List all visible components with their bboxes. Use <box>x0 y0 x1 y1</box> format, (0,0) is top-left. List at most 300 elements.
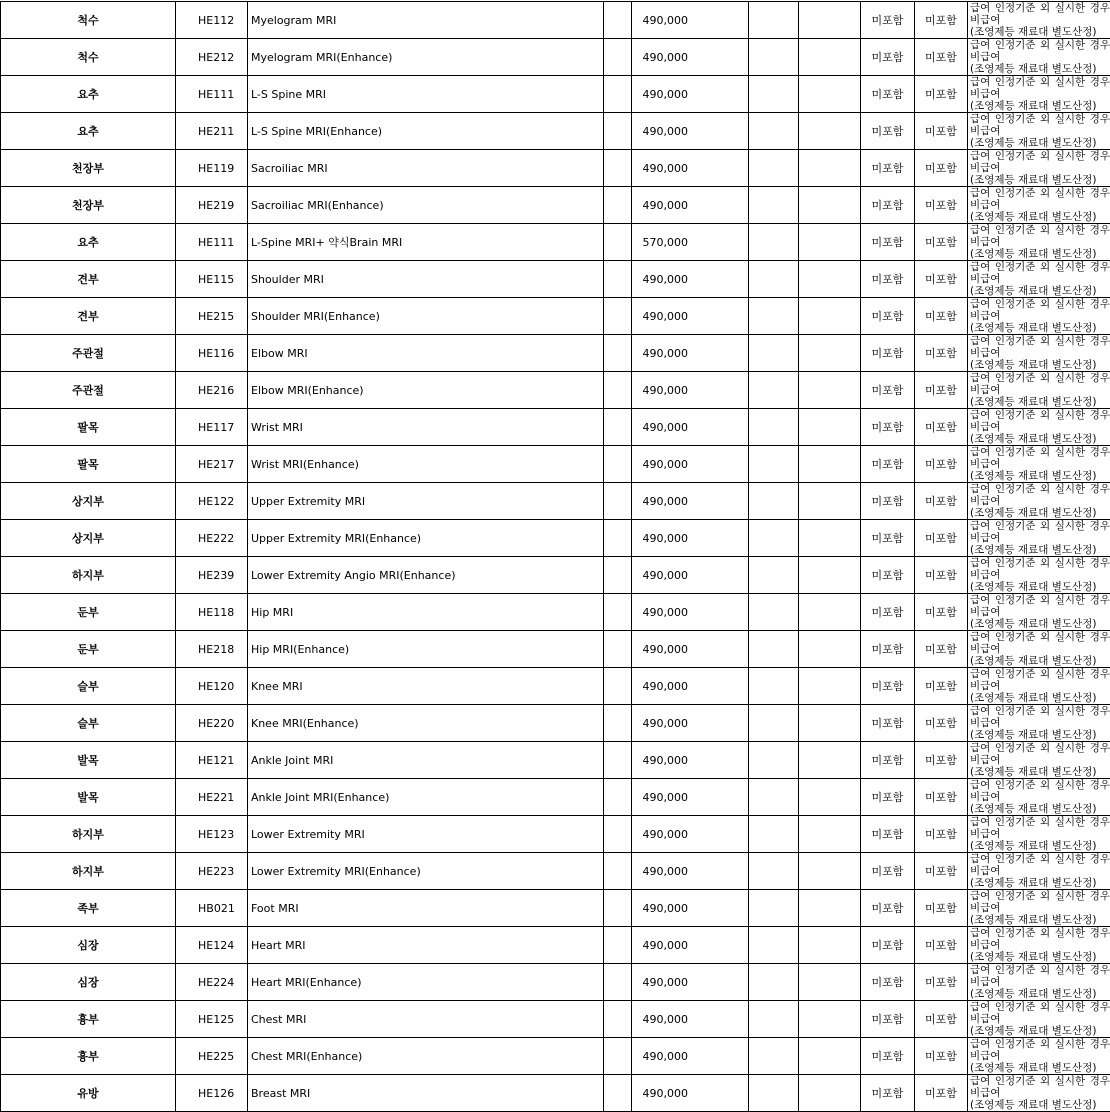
note-line2: (조영제등 재료대 별도산정) <box>970 692 1110 704</box>
empty-cell <box>604 1001 632 1038</box>
empty-cell <box>749 705 799 742</box>
note-line1: 급여 인정기준 외 실시한 경우 비급여 <box>970 594 1110 618</box>
note-cell <box>968 1038 1110 1075</box>
note-line1: 급여 인정기준 외 실시한 경우 비급여 <box>970 1075 1110 1099</box>
code-cell: HE124 <box>176 927 248 964</box>
note-cell <box>968 705 1110 742</box>
note-cell <box>968 39 1110 76</box>
flag-cell: 미포함 <box>861 298 915 335</box>
empty-cell <box>604 372 632 409</box>
exam-name-cell: L-S Spine MRI(Enhance) <box>248 113 604 150</box>
note-line1: 급여 인정기준 외 실시한 경우 비급여 <box>970 372 1110 396</box>
flag-cell: 미포함 <box>861 113 915 150</box>
empty-cell <box>749 261 799 298</box>
price-cell: 490,000 <box>632 261 749 298</box>
region-cell: 견부 <box>1 261 176 298</box>
note-line1: 급여 인정기준 외 실시한 경우 비급여 <box>970 446 1110 470</box>
region-cell: 주관절 <box>1 372 176 409</box>
empty-cell <box>799 39 861 76</box>
empty-cell <box>604 261 632 298</box>
table-row <box>1 742 1110 779</box>
note-cell <box>968 742 1110 779</box>
note-line1: 급여 인정기준 외 실시한 경우 비급여 <box>970 113 1110 137</box>
note-line1: 급여 인정기준 외 실시한 경우 비급여 <box>970 890 1110 914</box>
price-cell: 490,000 <box>632 113 749 150</box>
exam-name-cell: Hip MRI <box>248 594 604 631</box>
empty-cell <box>604 668 632 705</box>
price-cell: 490,000 <box>632 150 749 187</box>
table-row <box>1 372 1110 409</box>
note-line2: (조영제등 재료대 별도산정) <box>970 470 1110 482</box>
empty-cell <box>799 520 861 557</box>
note-line2: (조영제등 재료대 별도산정) <box>970 100 1110 112</box>
empty-cell <box>799 483 861 520</box>
code-cell: HE112 <box>176 2 248 39</box>
note-line1: 급여 인정기준 외 실시한 경우 비급여 <box>970 853 1110 877</box>
flag-cell: 미포함 <box>915 742 968 779</box>
empty-cell <box>799 187 861 224</box>
table-row <box>1 446 1110 483</box>
region-cell: 상지부 <box>1 520 176 557</box>
note-line2: (조영제등 재료대 별도산정) <box>970 618 1110 630</box>
empty-cell <box>604 742 632 779</box>
flag-cell: 미포함 <box>915 1075 968 1112</box>
fee-table-body <box>1 2 1110 1112</box>
table-row <box>1 224 1110 261</box>
code-cell: HE211 <box>176 113 248 150</box>
empty-cell <box>749 927 799 964</box>
flag-cell: 미포함 <box>861 224 915 261</box>
table-row <box>1 779 1110 816</box>
empty-cell <box>604 631 632 668</box>
empty-cell <box>604 1038 632 1075</box>
exam-name-cell: Upper Extremity MRI(Enhance) <box>248 520 604 557</box>
code-cell: HE216 <box>176 372 248 409</box>
table-row <box>1 483 1110 520</box>
region-cell: 요추 <box>1 224 176 261</box>
flag-cell: 미포함 <box>915 853 968 890</box>
note-line2: (조영제등 재료대 별도산정) <box>970 1025 1110 1037</box>
flag-cell: 미포함 <box>861 409 915 446</box>
region-cell: 둔부 <box>1 631 176 668</box>
note-line1: 급여 인정기준 외 실시한 경우 비급여 <box>970 150 1110 174</box>
price-cell: 490,000 <box>632 1001 749 1038</box>
flag-cell: 미포함 <box>915 150 968 187</box>
note-line1: 급여 인정기준 외 실시한 경우 비급여 <box>970 631 1110 655</box>
code-cell: HE125 <box>176 1001 248 1038</box>
price-cell: 490,000 <box>632 187 749 224</box>
exam-name-cell: Upper Extremity MRI <box>248 483 604 520</box>
price-cell: 490,000 <box>632 742 749 779</box>
flag-cell: 미포함 <box>861 779 915 816</box>
price-cell: 490,000 <box>632 372 749 409</box>
note-cell <box>968 816 1110 853</box>
region-cell: 팔목 <box>1 409 176 446</box>
note-line2: (조영제등 재료대 별도산정) <box>970 914 1110 926</box>
table-row <box>1 261 1110 298</box>
empty-cell <box>604 853 632 890</box>
price-cell: 490,000 <box>632 964 749 1001</box>
note-line2: (조영제등 재료대 별도산정) <box>970 396 1110 408</box>
note-cell <box>968 335 1110 372</box>
note-line2: (조영제등 재료대 별도산정) <box>970 248 1110 260</box>
empty-cell <box>604 113 632 150</box>
table-row <box>1 1001 1110 1038</box>
note-line1: 급여 인정기준 외 실시한 경우 비급여 <box>970 2 1110 26</box>
note-cell <box>968 557 1110 594</box>
flag-cell: 미포함 <box>861 594 915 631</box>
code-cell: HE212 <box>176 39 248 76</box>
note-line2: (조영제등 재료대 별도산정) <box>970 174 1110 186</box>
region-cell: 하지부 <box>1 557 176 594</box>
flag-cell: 미포함 <box>861 446 915 483</box>
note-line2: (조영제등 재료대 별도산정) <box>970 507 1110 519</box>
region-cell: 천장부 <box>1 150 176 187</box>
empty-cell <box>749 853 799 890</box>
note-line2: (조영제등 재료대 별도산정) <box>970 581 1110 593</box>
table-row <box>1 409 1110 446</box>
code-cell: HE122 <box>176 483 248 520</box>
note-cell <box>968 187 1110 224</box>
region-cell: 상지부 <box>1 483 176 520</box>
empty-cell <box>799 594 861 631</box>
note-line1: 급여 인정기준 외 실시한 경우 비급여 <box>970 298 1110 322</box>
flag-cell: 미포함 <box>861 631 915 668</box>
note-cell <box>968 372 1110 409</box>
note-line1: 급여 인정기준 외 실시한 경우 비급여 <box>970 779 1110 803</box>
fee-table <box>0 1 1110 1112</box>
exam-name-cell: Heart MRI(Enhance) <box>248 964 604 1001</box>
code-cell: HE218 <box>176 631 248 668</box>
table-row <box>1 853 1110 890</box>
empty-cell <box>749 224 799 261</box>
region-cell: 유방 <box>1 1075 176 1112</box>
price-cell: 490,000 <box>632 557 749 594</box>
empty-cell <box>799 668 861 705</box>
flag-cell: 미포함 <box>915 557 968 594</box>
price-cell: 490,000 <box>632 816 749 853</box>
empty-cell <box>749 113 799 150</box>
flag-cell: 미포함 <box>861 964 915 1001</box>
empty-cell <box>604 779 632 816</box>
flag-cell: 미포함 <box>861 927 915 964</box>
note-line2: (조영제등 재료대 별도산정) <box>970 544 1110 556</box>
note-cell <box>968 409 1110 446</box>
note-cell <box>968 594 1110 631</box>
price-cell: 490,000 <box>632 409 749 446</box>
empty-cell <box>604 150 632 187</box>
exam-name-cell: Wrist MRI <box>248 409 604 446</box>
price-cell: 490,000 <box>632 298 749 335</box>
exam-name-cell: Sacroiliac MRI(Enhance) <box>248 187 604 224</box>
region-cell: 심장 <box>1 927 176 964</box>
code-cell: HE215 <box>176 298 248 335</box>
empty-cell <box>799 409 861 446</box>
empty-cell <box>799 705 861 742</box>
table-row <box>1 113 1110 150</box>
flag-cell: 미포함 <box>861 76 915 113</box>
region-cell: 발목 <box>1 779 176 816</box>
region-cell: 하지부 <box>1 816 176 853</box>
price-cell: 490,000 <box>632 594 749 631</box>
flag-cell: 미포함 <box>915 594 968 631</box>
price-cell: 490,000 <box>632 890 749 927</box>
code-cell: HE111 <box>176 224 248 261</box>
flag-cell: 미포함 <box>915 705 968 742</box>
price-cell: 490,000 <box>632 39 749 76</box>
flag-cell: 미포함 <box>915 779 968 816</box>
flag-cell: 미포함 <box>861 39 915 76</box>
empty-cell <box>799 76 861 113</box>
note-cell <box>968 853 1110 890</box>
note-line2: (조영제등 재료대 별도산정) <box>970 1099 1110 1111</box>
table-row <box>1 76 1110 113</box>
region-cell: 흉부 <box>1 1038 176 1075</box>
code-cell: HE220 <box>176 705 248 742</box>
empty-cell <box>799 557 861 594</box>
flag-cell: 미포함 <box>861 742 915 779</box>
empty-cell <box>799 446 861 483</box>
note-line2: (조영제등 재료대 별도산정) <box>970 729 1110 741</box>
flag-cell: 미포함 <box>915 964 968 1001</box>
empty-cell <box>604 927 632 964</box>
exam-name-cell: Shoulder MRI <box>248 261 604 298</box>
empty-cell <box>749 335 799 372</box>
note-line2: (조영제등 재료대 별도산정) <box>970 211 1110 223</box>
table-row <box>1 1038 1110 1075</box>
table-row <box>1 335 1110 372</box>
empty-cell <box>749 483 799 520</box>
empty-cell <box>604 2 632 39</box>
empty-cell <box>799 964 861 1001</box>
note-cell <box>968 298 1110 335</box>
exam-name-cell: Knee MRI(Enhance) <box>248 705 604 742</box>
flag-cell: 미포함 <box>861 2 915 39</box>
empty-cell <box>749 742 799 779</box>
note-line2: (조영제등 재료대 별도산정) <box>970 951 1110 963</box>
price-cell: 490,000 <box>632 853 749 890</box>
note-line1: 급여 인정기준 외 실시한 경우 비급여 <box>970 224 1110 248</box>
code-cell: HE116 <box>176 335 248 372</box>
note-cell <box>968 890 1110 927</box>
table-row <box>1 298 1110 335</box>
flag-cell: 미포함 <box>861 372 915 409</box>
note-line1: 급여 인정기준 외 실시한 경우 비급여 <box>970 927 1110 951</box>
code-cell: HE217 <box>176 446 248 483</box>
empty-cell <box>799 298 861 335</box>
flag-cell: 미포함 <box>915 113 968 150</box>
region-cell: 견부 <box>1 298 176 335</box>
flag-cell: 미포함 <box>861 261 915 298</box>
code-cell: HE117 <box>176 409 248 446</box>
table-row <box>1 557 1110 594</box>
exam-name-cell: Hip MRI(Enhance) <box>248 631 604 668</box>
note-line1: 급여 인정기준 외 실시한 경우 비급여 <box>970 409 1110 433</box>
empty-cell <box>604 76 632 113</box>
empty-cell <box>799 631 861 668</box>
region-cell: 둔부 <box>1 594 176 631</box>
note-line2: (조영제등 재료대 별도산정) <box>970 359 1110 371</box>
table-row <box>1 2 1110 39</box>
note-line1: 급여 인정기준 외 실시한 경우 비급여 <box>970 483 1110 507</box>
empty-cell <box>604 298 632 335</box>
flag-cell: 미포함 <box>915 927 968 964</box>
price-cell: 490,000 <box>632 779 749 816</box>
exam-name-cell: Chest MRI <box>248 1001 604 1038</box>
note-line1: 급여 인정기준 외 실시한 경우 비급여 <box>970 1001 1110 1025</box>
note-cell <box>968 446 1110 483</box>
table-row <box>1 964 1110 1001</box>
empty-cell <box>749 76 799 113</box>
exam-name-cell: Chest MRI(Enhance) <box>248 1038 604 1075</box>
empty-cell <box>749 39 799 76</box>
note-line1: 급여 인정기준 외 실시한 경우 비급여 <box>970 964 1110 988</box>
code-cell: HE239 <box>176 557 248 594</box>
empty-cell <box>749 150 799 187</box>
note-line2: (조영제등 재료대 별도산정) <box>970 26 1110 38</box>
region-cell: 슬부 <box>1 668 176 705</box>
note-cell <box>968 2 1110 39</box>
price-cell: 570,000 <box>632 224 749 261</box>
flag-cell: 미포함 <box>861 853 915 890</box>
note-line2: (조영제등 재료대 별도산정) <box>970 1062 1110 1074</box>
exam-name-cell: L-Spine MRI+ 약식Brain MRI <box>248 224 604 261</box>
flag-cell: 미포함 <box>915 631 968 668</box>
region-cell: 흉부 <box>1 1001 176 1038</box>
code-cell: HE115 <box>176 261 248 298</box>
note-line1: 급여 인정기준 외 실시한 경우 비급여 <box>970 335 1110 359</box>
flag-cell: 미포함 <box>861 520 915 557</box>
code-cell: HE120 <box>176 668 248 705</box>
empty-cell <box>799 927 861 964</box>
region-cell: 슬부 <box>1 705 176 742</box>
code-cell: HE225 <box>176 1038 248 1075</box>
flag-cell: 미포함 <box>915 890 968 927</box>
price-cell: 490,000 <box>632 2 749 39</box>
price-cell: 490,000 <box>632 1038 749 1075</box>
empty-cell <box>604 520 632 557</box>
price-cell: 490,000 <box>632 446 749 483</box>
note-cell <box>968 927 1110 964</box>
empty-cell <box>604 483 632 520</box>
flag-cell: 미포함 <box>915 261 968 298</box>
price-cell: 490,000 <box>632 705 749 742</box>
price-cell: 490,000 <box>632 668 749 705</box>
flag-cell: 미포함 <box>861 187 915 224</box>
table-row <box>1 668 1110 705</box>
region-cell: 천장부 <box>1 187 176 224</box>
note-cell <box>968 631 1110 668</box>
flag-cell: 미포함 <box>861 816 915 853</box>
note-line1: 급여 인정기준 외 실시한 경우 비급여 <box>970 187 1110 211</box>
empty-cell <box>749 816 799 853</box>
table-row <box>1 1075 1110 1112</box>
empty-cell <box>749 964 799 1001</box>
empty-cell <box>799 890 861 927</box>
empty-cell <box>749 520 799 557</box>
empty-cell <box>604 594 632 631</box>
empty-cell <box>799 261 861 298</box>
code-cell: HE126 <box>176 1075 248 1112</box>
empty-cell <box>799 1075 861 1112</box>
code-cell: HE224 <box>176 964 248 1001</box>
empty-cell <box>604 1075 632 1112</box>
empty-cell <box>799 816 861 853</box>
empty-cell <box>799 2 861 39</box>
price-cell: 490,000 <box>632 76 749 113</box>
table-row <box>1 150 1110 187</box>
exam-name-cell: Breast MRI <box>248 1075 604 1112</box>
empty-cell <box>749 1038 799 1075</box>
region-cell: 요추 <box>1 76 176 113</box>
note-line2: (조영제등 재료대 별도산정) <box>970 137 1110 149</box>
flag-cell: 미포함 <box>861 705 915 742</box>
flag-cell: 미포함 <box>861 890 915 927</box>
exam-name-cell: Myelogram MRI(Enhance) <box>248 39 604 76</box>
flag-cell: 미포함 <box>861 335 915 372</box>
note-line1: 급여 인정기준 외 실시한 경우 비급여 <box>970 76 1110 100</box>
note-line2: (조영제등 재료대 별도산정) <box>970 988 1110 1000</box>
note-cell <box>968 779 1110 816</box>
flag-cell: 미포함 <box>915 1038 968 1075</box>
region-cell: 주관절 <box>1 335 176 372</box>
empty-cell <box>749 631 799 668</box>
empty-cell <box>799 742 861 779</box>
flag-cell: 미포함 <box>915 668 968 705</box>
region-cell: 하지부 <box>1 853 176 890</box>
empty-cell <box>799 372 861 409</box>
code-cell: HE111 <box>176 76 248 113</box>
note-line2: (조영제등 재료대 별도산정) <box>970 433 1110 445</box>
note-line2: (조영제등 재료대 별도산정) <box>970 655 1110 667</box>
exam-name-cell: Knee MRI <box>248 668 604 705</box>
flag-cell: 미포함 <box>915 335 968 372</box>
price-cell: 490,000 <box>632 483 749 520</box>
flag-cell: 미포함 <box>915 298 968 335</box>
region-cell: 척수 <box>1 39 176 76</box>
note-cell <box>968 113 1110 150</box>
price-cell: 490,000 <box>632 335 749 372</box>
empty-cell <box>749 2 799 39</box>
flag-cell: 미포함 <box>915 483 968 520</box>
flag-cell: 미포함 <box>915 187 968 224</box>
note-line2: (조영제등 재료대 별도산정) <box>970 63 1110 75</box>
flag-cell: 미포함 <box>915 816 968 853</box>
flag-cell: 미포함 <box>861 557 915 594</box>
empty-cell <box>799 113 861 150</box>
table-row <box>1 631 1110 668</box>
table-row <box>1 705 1110 742</box>
empty-cell <box>749 668 799 705</box>
flag-cell: 미포함 <box>861 483 915 520</box>
flag-cell: 미포함 <box>861 668 915 705</box>
code-cell: HE219 <box>176 187 248 224</box>
flag-cell: 미포함 <box>915 446 968 483</box>
note-cell <box>968 261 1110 298</box>
note-cell <box>968 520 1110 557</box>
empty-cell <box>749 594 799 631</box>
note-line2: (조영제등 재료대 별도산정) <box>970 766 1110 778</box>
empty-cell <box>604 335 632 372</box>
region-cell: 요추 <box>1 113 176 150</box>
exam-name-cell: Lower Extremity Angio MRI(Enhance) <box>248 557 604 594</box>
code-cell: HE121 <box>176 742 248 779</box>
flag-cell: 미포함 <box>915 409 968 446</box>
empty-cell <box>799 779 861 816</box>
table-row <box>1 594 1110 631</box>
note-line2: (조영제등 재료대 별도산정) <box>970 285 1110 297</box>
exam-name-cell: Heart MRI <box>248 927 604 964</box>
